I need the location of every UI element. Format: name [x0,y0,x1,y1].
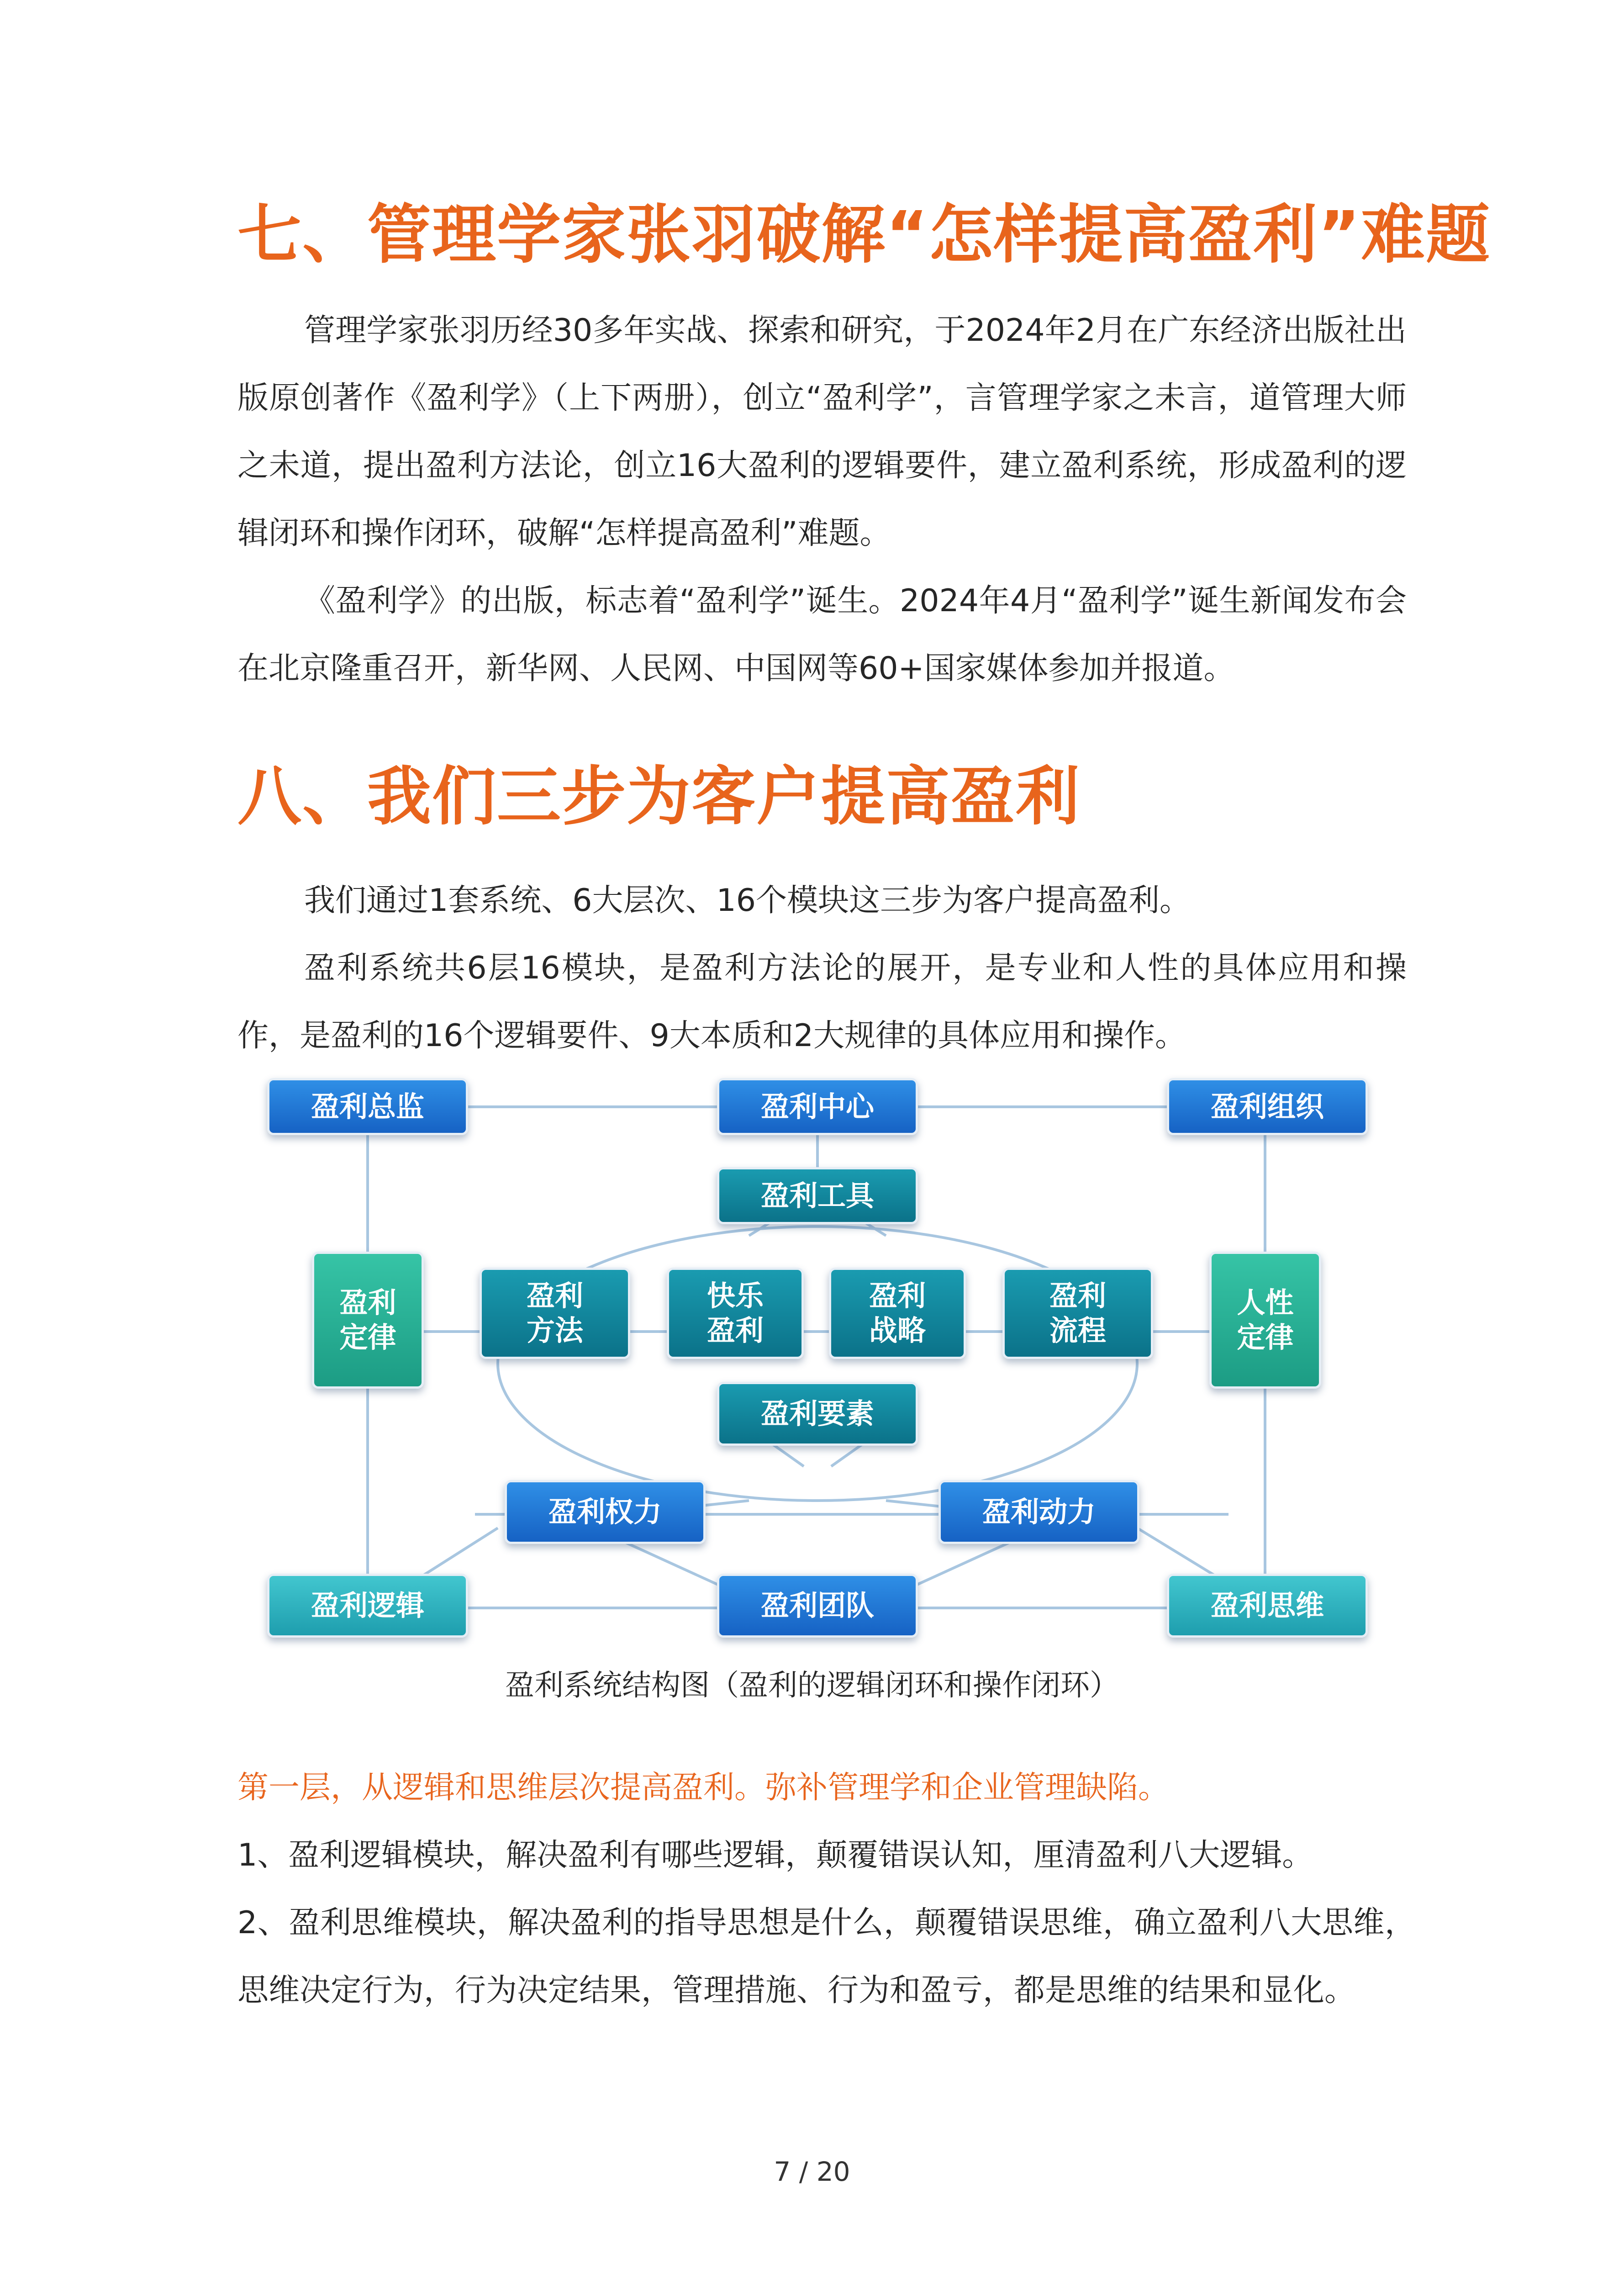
section-7-paragraph-1: 管理学家张羽历经30多年实战、探索和研究，于2024年2月在广东经济出版社出版原创著作《盈利学》（上下两册），创立“盈利学”，言管理学家之未言，道管理大师之未道，提出盈利方法论，创立16大盈利的逻辑要件，建立盈利系统，形成盈利的逻辑闭环和操作闭环，破解“怎样提高盈利”难题。 [237,312,1407,551]
node-profit-organization[interactable]: 盈利组织 [1167,1078,1368,1135]
section-7-paragraph-2: 《盈利学》的出版，标志着“盈利学”诞生。2024年4月“盈利学”诞生新闻发布会在北京隆重召开，新华网、人民网、中国网等60+国家媒体参加并报道。 [237,583,1407,687]
list-item: 1、盈利逻辑模块，解决盈利有哪些逻辑，颠覆错误认知，厘清盈利八大逻辑。 [237,1837,1313,1873]
node-profit-law[interactable]: 盈利 定律 [312,1252,424,1389]
node-profit-team[interactable]: 盈利团队 [717,1574,918,1638]
node-profit-drive[interactable]: 盈利动力 [939,1480,1139,1544]
section-8-heading: 八、我们三步为客户提高盈利 [237,760,1081,834]
node-profit-strategy[interactable]: 盈利 战略 [829,1268,966,1359]
list-item: 2、盈利思维模块，解决盈利的指导思想是什么，颠覆错误思维，确立盈利八大思维，思维决定行为，行为决定结果，管理措施、行为和盈亏，都是思维的结果和显化。 [237,1905,1416,2009]
diagram-caption: 盈利系统结构图（盈利的逻辑闭环和操作闭环） [505,1669,1119,1702]
layer-1-title: 第一层，从逻辑和思维层次提高盈利。弥补管理学和企业管理缺陷。 [237,1770,1170,1806]
section-8-paragraph-2: 盈利系统共6层16模块，是盈利方法论的展开，是专业和人性的具体应用和操作，是盈利的16个逻辑要件、9大本质和2大规律的具体应用和操作。 [237,950,1407,1054]
node-profit-tools[interactable]: 盈利工具 [717,1167,918,1224]
node-profit-power[interactable]: 盈利权力 [505,1480,706,1544]
page-number [0,2156,1624,2187]
node-profit-elements[interactable]: 盈利要素 [717,1382,918,1446]
node-profit-thinking[interactable]: 盈利思维 [1167,1574,1368,1638]
page-separator: / [799,2156,808,2187]
node-happy-profit[interactable]: 快乐 盈利 [667,1268,804,1359]
page-current: 7 [774,2156,791,2187]
node-humanity-law[interactable]: 人性 定律 [1209,1252,1321,1389]
node-profit-process[interactable]: 盈利 流程 [1002,1268,1153,1359]
profit-system-diagram [256,1078,1379,1667]
page-total: 20 [816,2156,850,2187]
section-8-paragraph-1: 我们通过1套系统、6大层次、16个模块这三步为客户提高盈利。 [304,883,1191,919]
node-profit-center[interactable]: 盈利中心 [717,1078,918,1135]
node-profit-logic[interactable]: 盈利逻辑 [267,1574,468,1638]
layer-1-list [237,1822,1416,2025]
node-profit-chief[interactable]: 盈利总监 [267,1078,468,1135]
section-7-heading: 七、管理学家张羽破解“怎样提高盈利”难题 [237,198,1491,272]
node-profit-method[interactable]: 盈利 方法 [480,1268,630,1359]
